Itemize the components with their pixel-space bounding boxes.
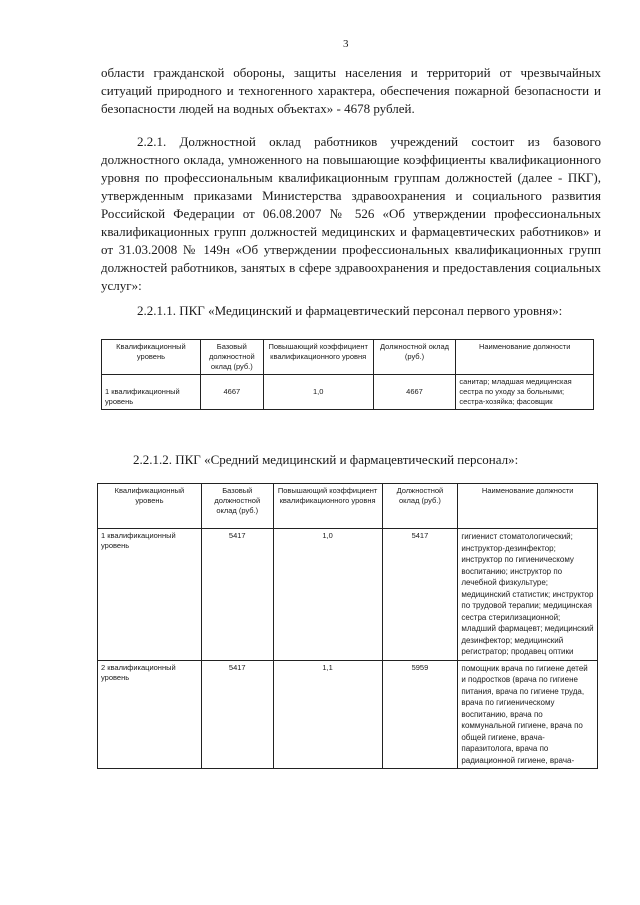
table-row [98, 660, 598, 769]
table-pkg-middle-level [97, 483, 598, 769]
paragraph-2-2-1: 2.2.1. Должностной оклад работников учреждений состоит из базового должностного оклада, умноженного на повышающие коэффициенты квалификационного уровня по профессиональным квалификационным группам должностей (далее - ПКГ), утвержденным приказами Министерства здравоохранения и социального развития Российской Федерации от 06.08.2007 № 526 «Об утверждении профессиональных квалификационных групп должностей медицинских и фармацевтических работников» и от 31.03.2008 № 149н «Об утверждении профессиональных квалификационных групп должностей работников, занятых в сфере здравоохранения и предоставления социальных услуг»: [101, 134, 601, 293]
header-base-salary: Базовый должностной оклад (руб.) [201, 484, 273, 529]
cell-position: санитар; младшая медицинская сестра по уходу за больными; сестра-хозяйка; фасовщик [456, 375, 594, 410]
table-header-row [102, 340, 594, 375]
table-row [102, 375, 594, 410]
header-salary: Должностной оклад (руб.) [373, 340, 456, 375]
cell-level: 2 квалификационный уровень [98, 660, 202, 769]
cell-coefficient: 1,0 [273, 529, 382, 661]
table-header-row [98, 484, 598, 529]
cell-base-salary: 5417 [201, 529, 273, 661]
paragraph-intro: области гражданской обороны, защиты населения и территорий от чрезвычайных ситуаций природного и техногенного характера, обеспечения пожарной безопасности и безопасности людей на водных объектах» - 4678 рублей. [101, 65, 601, 116]
cell-salary: 4667 [373, 375, 456, 410]
header-coefficient: Повышающий коэффициент квалификационного уровня [263, 340, 373, 375]
cell-level: 1 квалификационный уровень [102, 375, 201, 410]
page-number: 3 [343, 38, 349, 50]
cell-base-salary: 5417 [201, 660, 273, 769]
header-coefficient: Повышающий коэффициент квалификационного уровня [273, 484, 382, 529]
table-row [98, 529, 598, 661]
cell-level: 1 квалификационный уровень [98, 529, 202, 661]
cell-position: помощник врача по гигиене детей и подростков (врача по гигиене питания, врача по гигиене труда, врача по гигиеническому воспитанию, врача по коммунальной гигиене, врача по общей гигиене, врача-паразитолога, врача по радиационной гигиене, врача- [458, 660, 598, 769]
header-level: Квалификационный уровень [102, 340, 201, 375]
cell-salary: 5417 [382, 529, 458, 661]
cell-position: гигиенист стоматологический; инструктор-дезинфектор; инструктор по гигиеническому воспитанию; инструктор по лечебной физкультуре; медицинский статистик; инструктор по трудовой терапии; медицинская сестра стерилизационной; младший фармацевт; медицинский дезинфектор; медицинский регистратор; продавец оптики [458, 529, 598, 661]
cell-coefficient: 1,0 [263, 375, 373, 410]
cell-coefficient: 1,1 [273, 660, 382, 769]
header-salary: Должностной оклад (руб.) [382, 484, 458, 529]
header-level: Квалификационный уровень [98, 484, 202, 529]
section-heading-2-2-1-2: 2.2.1.2. ПКГ «Средний медицинский и фармацевтический персонал»: [133, 452, 519, 467]
table-pkg-first-level [101, 339, 594, 410]
cell-salary: 5959 [382, 660, 458, 769]
header-position: Наименование должности [458, 484, 598, 529]
section-heading-2-2-1-1: 2.2.1.1. ПКГ «Медицинский и фармацевтический персонал первого уровня»: [137, 303, 563, 318]
header-base-salary: Базовый должностной оклад (руб.) [200, 340, 263, 375]
header-position: Наименование должности [456, 340, 594, 375]
cell-base-salary: 4667 [200, 375, 263, 410]
